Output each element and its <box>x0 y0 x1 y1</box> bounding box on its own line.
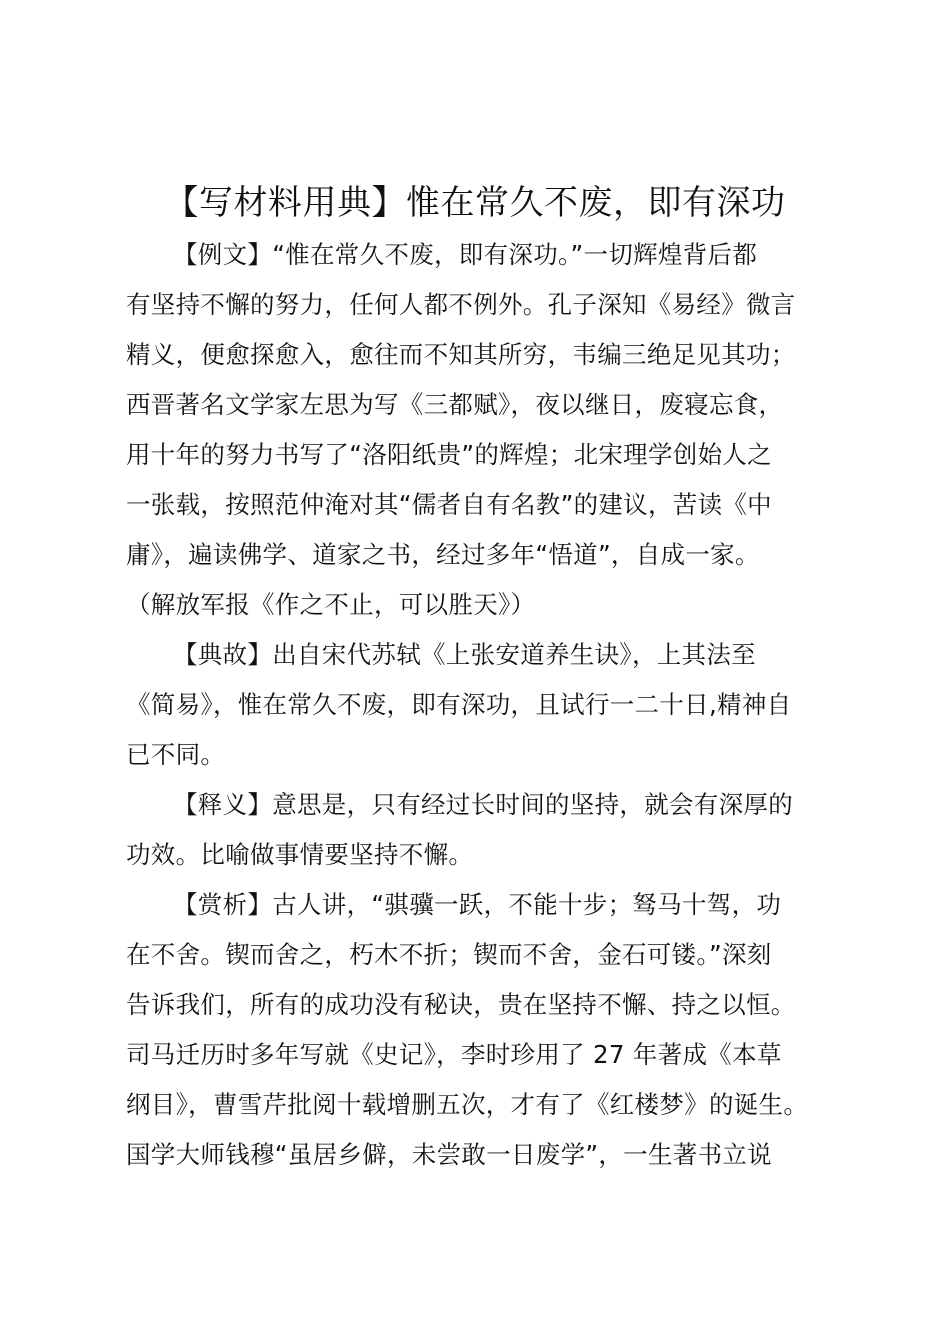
text-line: 纲目》，曹雪芹批阅十载增删五次，才有了《红楼梦》的诞生。 <box>126 1090 809 1119</box>
text-line: 有坚持不懈的努力，任何人都不例外。孔子深知《易经》微言 <box>126 290 796 319</box>
text-line: 司马迁历时多年写就《史记》，李时珍用了 27 年著成《本草 <box>126 1040 782 1069</box>
text-line: 已不同。 <box>126 740 226 769</box>
text-line: 告诉我们，所有的成功没有秘诀，贵在坚持不懈、持之以恒。 <box>126 990 796 1019</box>
paragraph-example <box>126 230 836 630</box>
text-line: 西晋著名文学家左思为写《三都赋》，夜以继日，废寝忘食， <box>126 390 784 419</box>
text-line: 【赏析】古人讲，“骐骥一跃，不能十步；驽马十驾，功 <box>173 890 782 919</box>
text-line: 国学大师钱穆“虽居乡僻，未尝敢一日废学”，一生著书立说 <box>126 1140 772 1169</box>
document-body <box>126 230 836 1180</box>
text-line: 【释义】意思是，只有经过长时间的坚持，就会有深厚的 <box>173 790 793 819</box>
paragraph-meaning <box>126 780 836 880</box>
text-line: 一张载，按照范仲淹对其“儒者自有名教”的建议，苦读《中 <box>126 490 772 519</box>
paragraph-appreciation <box>126 880 836 1180</box>
text-line: 庸》，遍读佛学、道家之书，经过多年“悟道”，自成一家。 <box>126 540 760 569</box>
text-line: 用十年的努力书写了“洛阳纸贵”的辉煌；北宋理学创始人之 <box>126 440 772 469</box>
page-title: 【写材料用典】惟在常久不废，即有深功 <box>164 183 786 223</box>
text-line: 精义，便愈探愈入，愈往而不知其所穷，韦编三绝足见其功； <box>126 340 796 369</box>
text-line: 《简易》，惟在常久不废，即有深功，且试行一二十日,精神自 <box>126 690 792 719</box>
paragraph-allusion <box>126 630 836 780</box>
text-line: 【典故】出自宋代苏轼《上张安道养生诀》，上其法至 <box>173 640 756 669</box>
text-line: 【例文】“惟在常久不废，即有深功。”一切辉煌背后都 <box>173 240 758 269</box>
text-line: 功效。比喻做事情要坚持不懈。 <box>126 840 474 869</box>
text-line: 在不舍。锲而舍之，朽木不折；锲而不舍，金石可镂。”深刻 <box>126 940 772 969</box>
text-line: （解放军报《作之不止，可以胜天》） <box>126 590 536 619</box>
